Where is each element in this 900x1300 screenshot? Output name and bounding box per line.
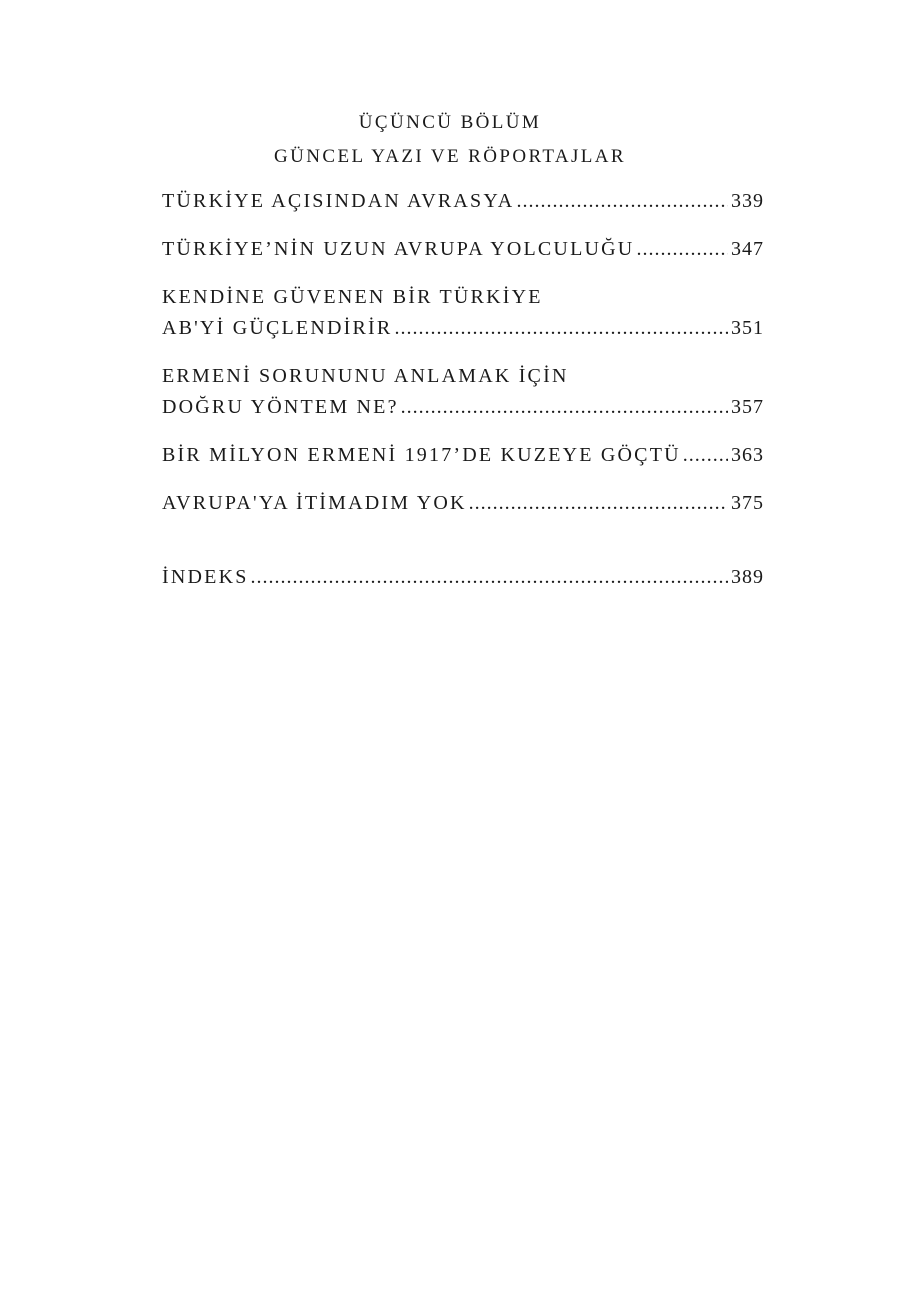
toc-entry-title-line-1: ERMENİ SORUNUNU ANLAMAK İÇİN <box>162 365 569 387</box>
toc-entry-europe-journey[interactable] <box>162 234 764 265</box>
toc-entry-page-number: 357 <box>731 396 764 418</box>
toc-entry-line <box>162 313 764 344</box>
toc-entry-title-line-2: DOĞRU YÖNTEM NE? <box>162 396 399 418</box>
toc-entry-title: BİR MİLYON ERMENİ 1917’DE KUZEYE GÖÇTÜ <box>162 444 681 466</box>
part-title-heading: GÜNCEL YAZI VE RÖPORTAJLAR <box>274 146 626 167</box>
dot-leader <box>683 440 728 471</box>
toc-entry-line <box>162 392 764 423</box>
toc-entry-index[interactable] <box>162 562 764 593</box>
toc-entry-page-number: 375 <box>731 492 764 514</box>
toc-entry-page-number: 339 <box>731 190 764 212</box>
toc-entry-page-number: 363 <box>731 444 764 466</box>
toc-entry-title-line-1: KENDİNE GÜVENEN BİR TÜRKİYE <box>162 286 543 308</box>
toc-entry-line <box>162 186 764 217</box>
toc-entry-title: TÜRKİYE AÇISINDAN AVRASYA <box>162 190 515 212</box>
index-label: İNDEKS <box>162 566 249 588</box>
toc-entry-title-line-2: AB'Yİ GÜÇLENDİRİR <box>162 317 393 339</box>
dot-leader <box>251 562 728 593</box>
toc-entry-line <box>162 488 764 519</box>
dot-leader <box>401 392 728 423</box>
toc-entry-eurasia[interactable] <box>162 186 764 217</box>
toc-entry-line <box>162 234 764 265</box>
dot-leader <box>469 488 728 519</box>
part-number-heading: ÜÇÜNCÜ BÖLÜM <box>358 112 542 133</box>
toc-entry-armenian-question[interactable] <box>162 361 764 423</box>
toc-entry-line <box>162 562 764 593</box>
dot-leader <box>636 234 728 265</box>
toc-entry-title: TÜRKİYE’NİN UZUN AVRUPA YOLCULUĞU <box>162 238 635 260</box>
toc-entry-page-number: 347 <box>731 238 764 260</box>
toc-entry-confident-turkey[interactable] <box>162 282 764 344</box>
index-page-number: 389 <box>731 566 764 588</box>
toc-entry-no-trust-europe[interactable] <box>162 488 764 519</box>
toc-entry-page-number: 351 <box>731 317 764 339</box>
table-of-contents <box>162 186 764 610</box>
dot-leader <box>516 186 728 217</box>
toc-entry-line <box>162 440 764 471</box>
toc-entry-million-armenians[interactable] <box>162 440 764 471</box>
dot-leader <box>394 313 728 344</box>
toc-entry-title: AVRUPA'YA İTİMADIM YOK <box>162 492 467 514</box>
